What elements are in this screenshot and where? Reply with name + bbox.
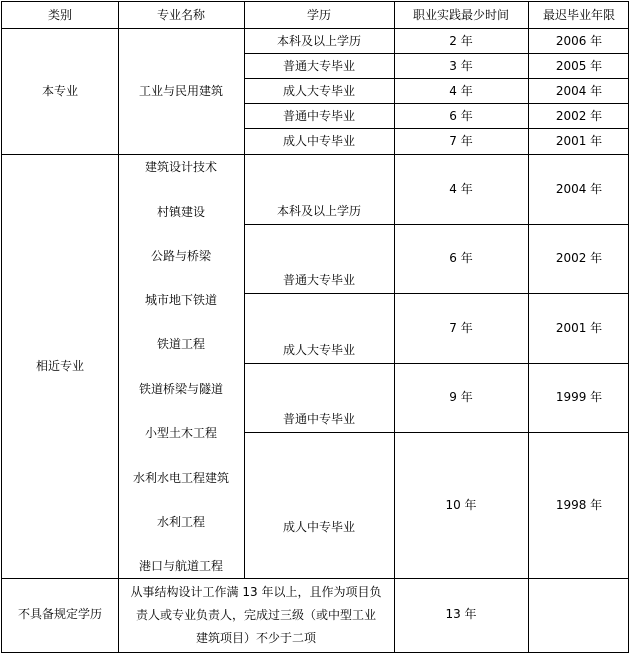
section2-years: 9 年 [449, 390, 473, 404]
header-major: 专业名称 [156, 8, 206, 22]
section3-category: 不具备规定学历 [17, 607, 103, 621]
section1-category: 本专业 [41, 84, 79, 98]
section1-grad: 2006 年 [555, 34, 603, 48]
section2-grad: 2001 年 [555, 321, 603, 335]
section2-edu: 普通大专毕业 [282, 273, 356, 287]
header-category: 类别 [47, 8, 73, 22]
section2-category: 相近专业 [35, 359, 85, 373]
section1-years: 7 年 [449, 134, 473, 148]
section1-grad: 2005 年 [555, 59, 603, 73]
section3-years: 13 年 [445, 607, 477, 621]
section3-requirement-note [118, 581, 394, 650]
header-education: 学历 [306, 8, 332, 22]
section1-grad: 2002 年 [555, 109, 603, 123]
section2-edu: 成人中专毕业 [282, 520, 356, 534]
section1-edu: 普通中专毕业 [282, 109, 356, 123]
section2-major: 水利水电工程建筑 [132, 471, 230, 485]
section2-major: 建筑设计技术 [144, 160, 218, 174]
section1-major: 工业与民用建筑 [138, 84, 224, 98]
section1-years: 6 年 [449, 109, 473, 123]
section1-years: 4 年 [449, 84, 473, 98]
header-min-practice: 职业实践最少时间 [412, 8, 510, 22]
table-border [2, 2, 629, 653]
section2-years: 4 年 [449, 182, 473, 196]
section2-grad: 2002 年 [555, 251, 603, 265]
section1-grad: 2001 年 [555, 134, 603, 148]
section1-years: 2 年 [449, 34, 473, 48]
section1-edu: 本科及以上学历 [276, 34, 362, 48]
section2-grad: 1999 年 [555, 390, 603, 404]
section2-major: 铁道桥梁与隧道 [138, 382, 224, 396]
note-line: 建筑项目）不少于二项 [195, 631, 316, 645]
section2-years: 10 年 [445, 498, 477, 512]
section1-grad: 2004 年 [555, 84, 603, 98]
section2-major: 小型土木工程 [144, 426, 218, 440]
section2-edu: 成人大专毕业 [282, 343, 356, 357]
section2-major: 城市地下铁道 [144, 293, 218, 307]
section2-years: 7 年 [449, 321, 473, 335]
header-latest-graduation: 最迟毕业年限 [542, 8, 616, 22]
section1-years: 3 年 [449, 59, 473, 73]
section2-major: 水利工程 [156, 515, 206, 529]
section1-edu: 成人大专毕业 [282, 84, 356, 98]
section2-major: 铁道工程 [156, 337, 206, 351]
section1-edu: 成人中专毕业 [282, 134, 356, 148]
note-line: 从事结构设计工作满 13 年以上，且作为项目负 [130, 585, 382, 599]
section2-major: 公路与桥梁 [150, 249, 212, 263]
section2-edu: 普通中专毕业 [282, 412, 356, 426]
section2-grad: 1998 年 [555, 498, 603, 512]
section2-major: 村镇建设 [156, 205, 206, 219]
section2-major: 港口与航道工程 [138, 559, 224, 573]
section2-years: 6 年 [449, 251, 473, 265]
note-line: 责人或专业负责人，完成过三级（或中型工业 [135, 608, 376, 622]
section2-edu: 本科及以上学历 [276, 204, 362, 218]
section1-edu: 普通大专毕业 [282, 59, 356, 73]
section2-grad: 2004 年 [555, 182, 603, 196]
